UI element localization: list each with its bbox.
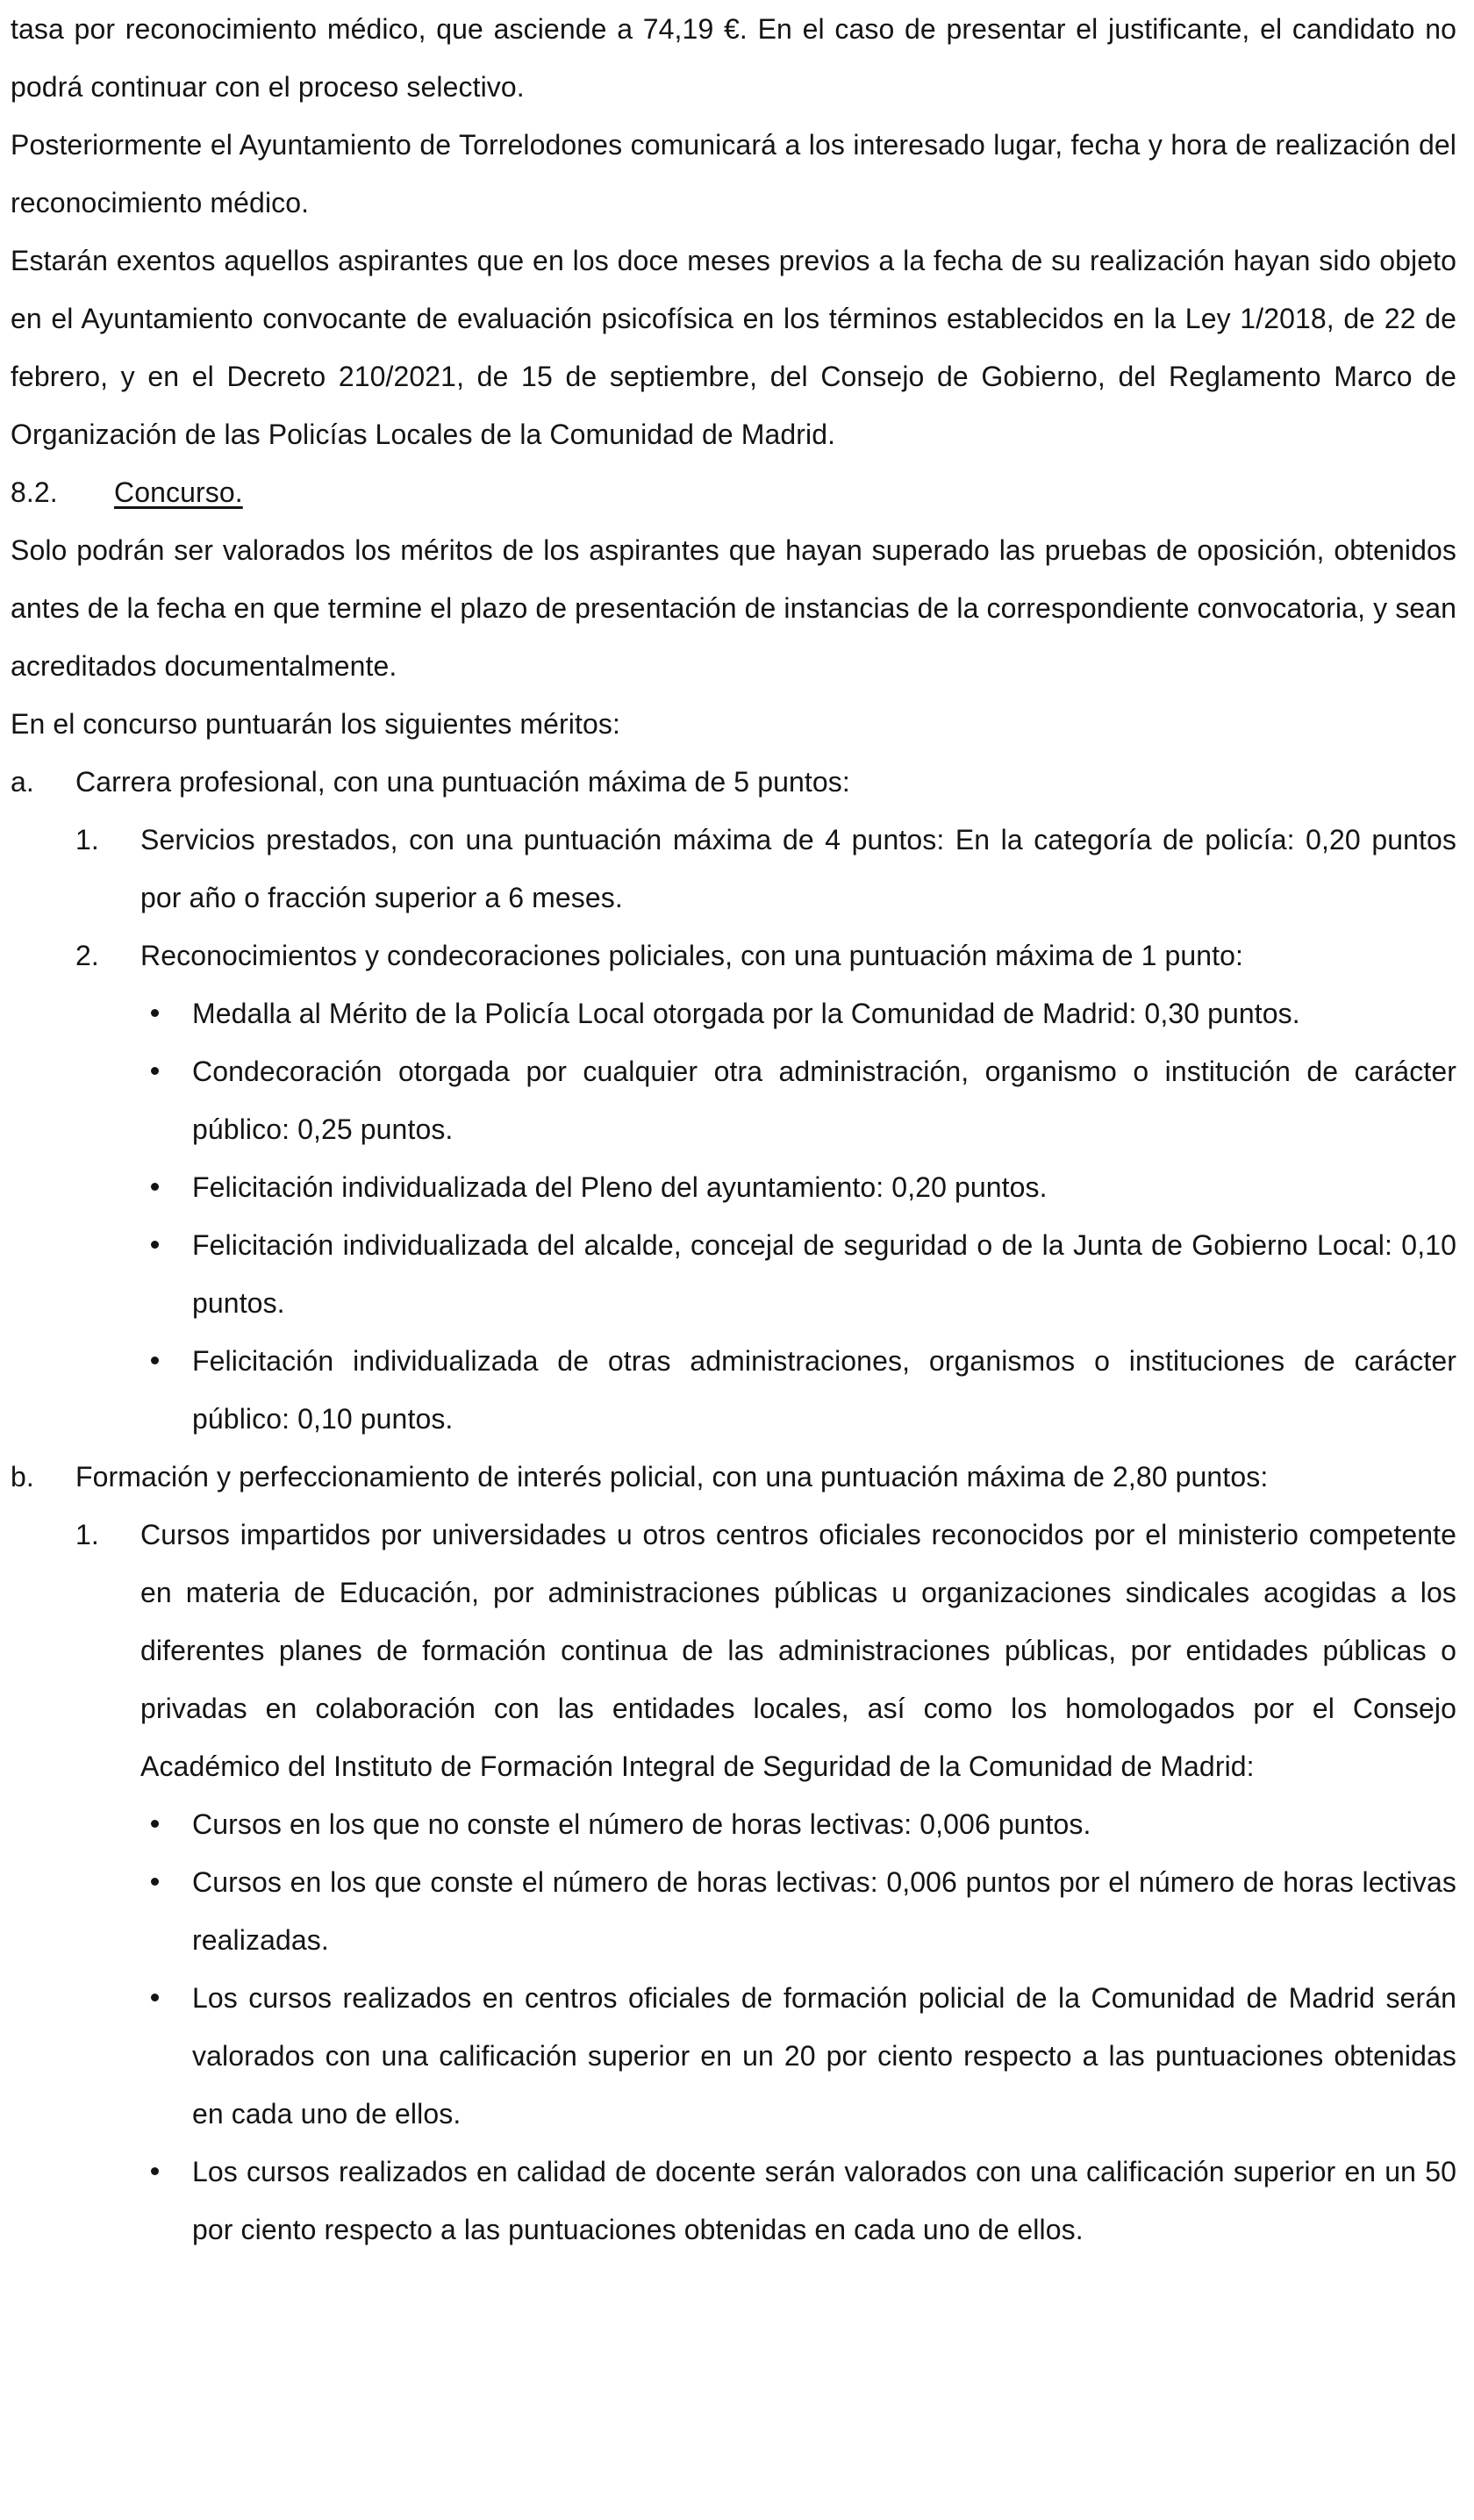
bullet-text: Felicitación individualizada del alcalde, concejal de seguridad o de la Junta de Gobierno Local: 0,10 puntos. [192,1229,1456,1319]
bullet-text: Cursos en los que conste el número de horas lectivas: 0,006 puntos por el número de horas lectivas realizadas. [192,1866,1456,1956]
section-number: 8.2. [11,476,58,508]
bullet-text: Condecoración otorgada por cualquier otra administración, organismo o institución de carácter público: 0,25 puntos. [192,1056,1456,1145]
bullet-text: Los cursos realizados en centros oficiales de formación policial de la Comunidad de Madrid serán valorados con una calificación superior en un 20 por ciento respecto a las puntuaciones obtenidas en cada uno de ellos. [192,1982,1456,2130]
document-page [11,0,1456,2259]
bullet-text: Los cursos realizados en calidad de docente serán valorados con una calificación superior en un 50 por ciento respecto a las puntuaciones obtenidas en cada uno de ellos. [192,2156,1456,2245]
list-item-b [11,1448,1456,1506]
list-label-a: a. [11,766,34,798]
bullet-text: Cursos en los que no conste el número de horas lectivas: 0,006 puntos. [192,1808,1091,1840]
list-item-a [11,753,1456,811]
section-heading [11,463,1456,521]
list-text-a-2: Reconocimientos y condecoraciones policiales, con una puntuación máxima de 1 punto: [140,940,1244,971]
paragraph-meritos-valorados: Solo podrán ser valorados los méritos de los aspirantes que hayan superado las pruebas de oposición, obtenidos antes de la fecha en que termine el plazo de presentación de instancias de la correspondiente convocatoria, y sean acreditados documentalmente. [11,534,1457,682]
bullet-text: Felicitación individualizada del Pleno del ayuntamiento: 0,20 puntos. [192,1171,1048,1203]
bullet-item [11,1969,1456,2143]
bullet-item [11,1216,1456,1332]
paragraph-exentos: Estarán exentos aquellos aspirantes que en los doce meses previos a la fecha de su realización hayan sido objeto en el Ayuntamiento convocante de evaluación psicofísica en los términos establecidos en la Ley 1/2018, de 22 de febrero, y en el Decreto 210/2021, de 15 de septiembre, del Consejo de Gobierno, del Reglamento Marco de Organización de las Policías Locales de la Comunidad de Madrid. [11,245,1456,450]
list-label-b: b. [11,1461,34,1493]
list-label-a-2: 2. [75,940,99,971]
paragraph-comunicacion-ayuntamiento: Posteriormente el Ayuntamiento de Torrelodones comunicará a los interesado lugar, fecha y hora de realización del reconocimiento médico. [11,129,1456,218]
bullet-item [11,984,1456,1042]
list-item-a-1 [11,811,1456,927]
list-text-b-1: Cursos impartidos por universidades u otros centros oficiales reconocidos por el ministerio competente en materia de Educación, por administraciones públicas u organizaciones sindicales acogidas a los diferentes planes de formación continua de las administraciones públicas, por entidades públicas o privadas en colaboración con las entidades locales, así como los homologados por el Consejo Académico del Instituto de Formación Integral de Seguridad de la Comunidad de Madrid: [140,1519,1456,1782]
list-label-a-1: 1. [75,824,99,856]
bullet-item [11,1158,1456,1216]
bullet-item [11,2143,1456,2259]
list-item-b-1 [11,1506,1456,1795]
list-item-a-2 [11,927,1456,984]
paragraph-tasa-reconocimiento: tasa por reconocimiento médico, que asciende a 74,19 €. En el caso de presentar el justificante, el candidato no podrá continuar con el proceso selectivo. [11,13,1456,103]
paragraph-meritos-intro: En el concurso puntuarán los siguientes méritos: [11,708,620,740]
list-label-b-1: 1. [75,1519,99,1550]
bullet-item [11,1853,1456,1969]
list-text-a-1: Servicios prestados, con una puntuación máxima de 4 puntos: En la categoría de policía: 0,20 puntos por año o fracción superior a 6 meses. [140,824,1456,913]
list-text-b: Formación y perfeccionamiento de interés policial, con una puntuación máxima de 2,80 puntos: [75,1461,1269,1493]
bullet-item [11,1332,1456,1448]
bullet-item [11,1042,1456,1158]
bullet-item [11,1795,1456,1853]
section-title: Concurso. [114,476,243,508]
bullet-text: Medalla al Mérito de la Policía Local otorgada por la Comunidad de Madrid: 0,30 puntos. [192,998,1300,1029]
bullet-text: Felicitación individualizada de otras administraciones, organismos o instituciones de carácter público: 0,10 puntos. [192,1345,1456,1435]
list-text-a: Carrera profesional, con una puntuación máxima de 5 puntos: [75,766,850,798]
